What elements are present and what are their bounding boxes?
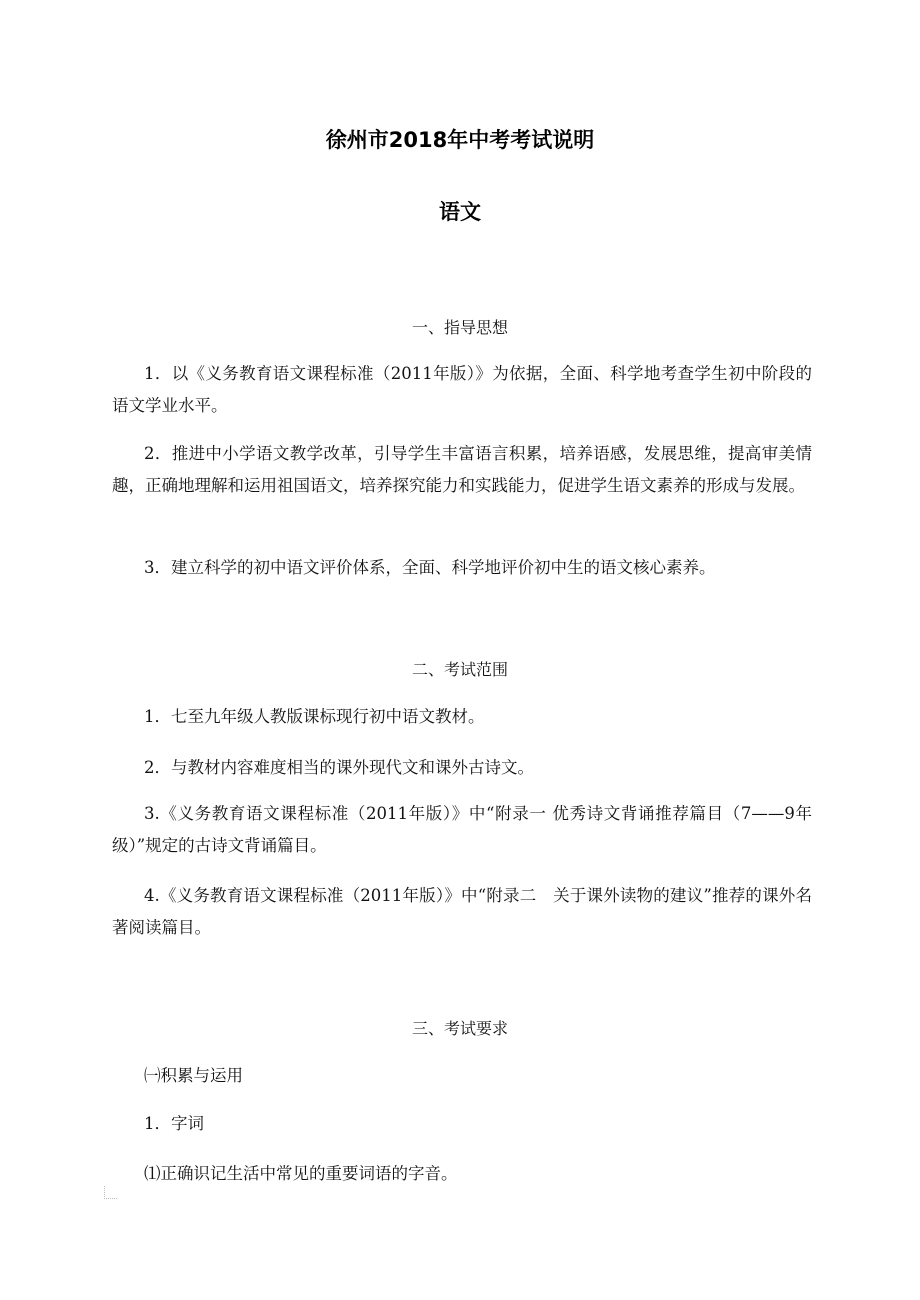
document-title: 徐州市2018年中考考试说明	[325, 128, 595, 152]
paragraph: 1．七至九年级人教版课标现行初中语文教材。	[144, 707, 485, 726]
paragraph: 2．与教材内容难度相当的课外现代文和课外古诗文。	[144, 758, 534, 777]
section-heading: 一、指导思想	[411, 318, 508, 337]
document-subject: 语文	[439, 200, 481, 224]
section-heading: 三、考试要求	[411, 1019, 508, 1038]
subsection-heading: ㈠积累与运用	[144, 1066, 243, 1085]
paragraph: 4.《义务教育语文课程标准（2011年版）》中“附录二 关于课外读物的建议”推荐的课外名著阅读篇目。	[112, 886, 812, 937]
paragraph: 3．建立科学的初中语文评价体系，全面、科学地评价初中生的语文核心素养。	[144, 558, 716, 577]
paragraph: ⑴正确识记生活中常见的重要词语的字音。	[144, 1164, 458, 1183]
page-margin-mark	[104, 1186, 117, 1199]
paragraph: 1．以《义务教育语文课程标准（2011年版）》为依据，全面、科学地考查学生初中阶段的语文学业水平。	[112, 364, 812, 415]
paragraph: 2．推进中小学语文教学改革，引导学生丰富语言积累，培养语感，发展思维，提高审美情趣，正确地理解和运用祖国语文，培养探究能力和实践能力，促进学生语文素养的形成与发展。	[112, 444, 812, 495]
section-heading: 二、考试范围	[411, 660, 508, 679]
paragraph: 3.《义务教育语文课程标准（2011年版）》中“附录一 优秀诗文背诵推荐篇目（7——9年级）”规定的古诗文背诵篇目。	[112, 804, 812, 855]
item-heading: 1．字词	[144, 1114, 204, 1133]
